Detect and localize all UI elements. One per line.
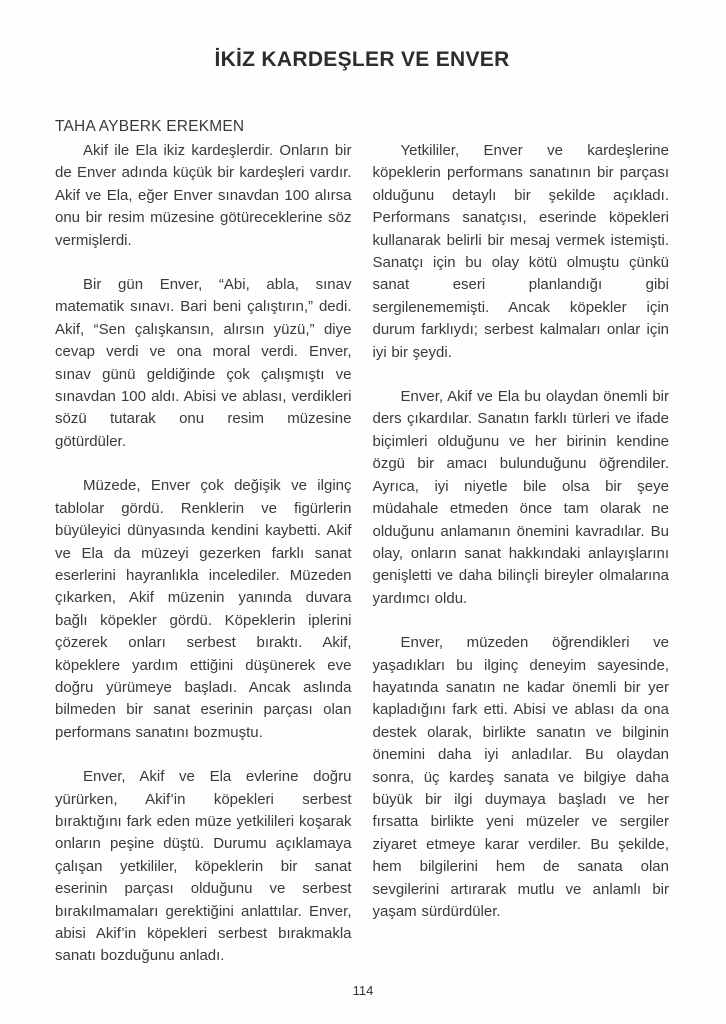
author-name: TAHA AYBERK EREKMEN (55, 118, 245, 135)
paragraph: Yetkililer, Enver ve kardeşlerine köpeklerin performans sanatının bir parçası olduğunu detaylı bir şekilde açıkladı. Performans sanatçısı, eserinde köpekleri kullanarak belirli bir mesaj vermek istemişti. Sanatçı için bu olay kötü olmuştu çünkü sanat eseri planlandığı gibi sergilenememişti. Ancak köpekler için durum farklıydı; serbest kalmaları onlar için iyi bir şeydi. (372, 142, 669, 361)
page-number: 114 (352, 983, 374, 998)
left-column (55, 140, 352, 990)
paragraph: Enver, Akif ve Ela bu olaydan önemli bir ders çıkardılar. Sanatın farklı türleri ve ifade biçimleri olduğunu ve her birinin kendine özgü bir amacı bulunduğunu öğrendiler. Ayrıca, iyi niyetle bile olsa bir şeye müdahale etmeden önce tam olarak ne olduğunu anlamanın önemini kavradılar. Bu olay, onların sanat hakkındaki anlayışlarını genişletti ve daha bilinçli bireyler olmalarına yardımcı oldu. (372, 388, 669, 607)
page-title: İKİZ KARDEŞLER VE ENVER (214, 48, 510, 71)
paragraph: Müzede, Enver çok değişik ve ilginç tablolar gördü. Renklerin ve figürlerin büyüleyici dünyasında kendini kaybetti. Akif ve Ela da müzeyi gezerken farklı sanat eserlerini hayranlıkla incelediler. Müzeden çıkarken, Akif müzenin yanında duvara bağlı köpekler gördü. Köpeklerin iplerini çözerek onları serbest bıraktı. Akif, köpeklere yardım ettiğini düşünerek eve doğru yürümeye başladı. Ancak aslında bilmeden bir sanat eserinin parçası olan performans sanatını bozmuştu. (55, 477, 352, 741)
right-column (373, 140, 670, 990)
paragraph: Enver, müzeden öğrendikleri ve yaşadıkları bu ilginç deneyim sayesinde, hayatında sanatın ne kadar önemli bir yer kapladığını fark etti. Abisi ve ablası da ona destek olarak, birlikte sanatın ve bilginin önemini daha iyi anladılar. Bu olaydan sonra, üç kardeş sanata ve bilgiye daha büyük bir ilgi duymaya başladı ve her fırsatta birlikte yeni müzeler ve sergiler ziyaret etmeye karar verdiler. Bu şekilde, hem bilgilerini hem de sanata olan sevgilerini artırarak mutlu ve anlamlı bir yaşam sürdürdüler. (372, 634, 669, 920)
paragraph: Bir gün Enver, “Abi, abla, sınav matematik sınavı. Bari beni çalıştırın,” dedi. Akif, “Sen çalışkansın, alırsın yüzü,” diye cevap verdi ve ona moral verdi. Enver, sınav günü geldiğinde çok çalışmıştı ve sınavdan 100 aldı. Abisi ve ablası, verdikleri sözü tutarak onu resim müzesine götürdüler. (55, 276, 352, 450)
two-column-text (55, 140, 669, 990)
paragraph: Enver, Akif ve Ela evlerine doğru yürürken, Akif’in köpekleri serbest bıraktığını fark eden müze yetkilileri koşarak onların peşine düştü. Durumu açıklamaya çalışan yetkililer, köpeklerin bir sanat eserinin parçası olduğunu ve serbest bırakılmamaları gerektiğini anlattılar. Enver, abisi Akif’in köpekleri serbest bırakmakla sanatı bozduğunu anladı. (55, 768, 352, 965)
paragraph: Akif ile Ela ikiz kardeşlerdir. Onların bir de Enver adında küçük bir kardeşleri vardır. Akif ve Ela, eğer Enver sınavdan 100 alırsa onu bir resim müzesine götüreceklerine söz vermişlerdi. (55, 142, 352, 249)
